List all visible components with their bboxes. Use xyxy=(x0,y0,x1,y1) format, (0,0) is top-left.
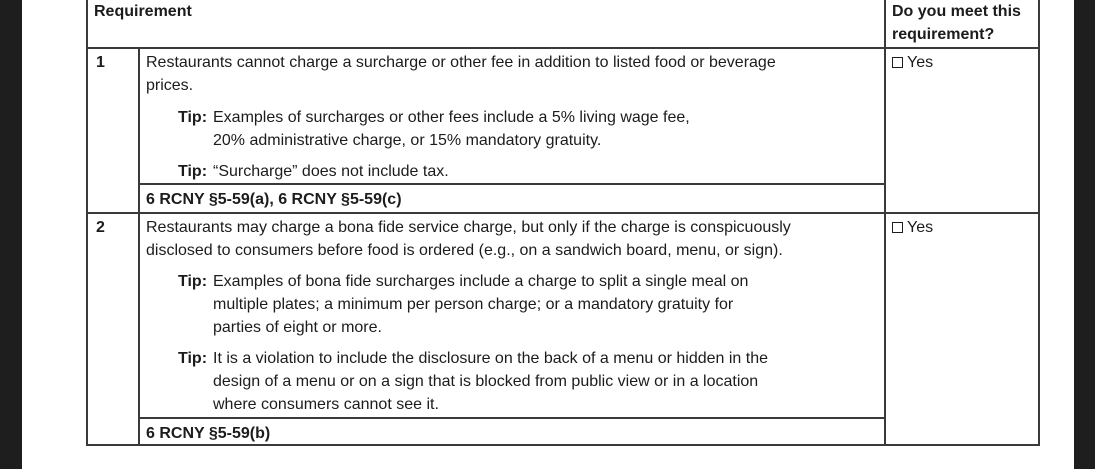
row-2-citation: 6 RCNY §5-59(b) xyxy=(146,425,271,442)
row-2-tip-2-line1: It is a violation to include the disclosure on the back of a menu or hidden in the xyxy=(213,350,769,367)
meet-requirement-header-line2: requirement? xyxy=(892,26,995,43)
row-2-answer[interactable] xyxy=(892,216,933,239)
row-1-citation-divider xyxy=(138,183,884,185)
row-1-tip-2-line1: “Surcharge” does not include tax. xyxy=(213,163,449,180)
requirements-table xyxy=(86,0,1040,446)
number-column-divider xyxy=(138,47,140,444)
row-2-tip-1-line1: Examples of bona fide surcharges include a charge to split a single meal on xyxy=(213,273,749,290)
row-2-number: 2 xyxy=(96,219,105,236)
row-2-yes-label: Yes xyxy=(907,219,934,236)
row-1-text-line2: prices. xyxy=(146,77,194,94)
row-2-tip-2-line2: design of a menu or on a sign that is blocked from public view or in a location xyxy=(213,373,759,390)
answer-column-divider xyxy=(884,0,886,444)
row-2-tip-2-line3: where consumers cannot see it. xyxy=(213,396,439,413)
right-dark-edge xyxy=(1074,0,1095,469)
row-2-yes-checkbox-icon[interactable] xyxy=(892,222,903,233)
row-2-tip-1-line2: multiple plates; a minimum per person charge; or a mandatory gratuity for xyxy=(213,296,734,313)
row-1-tip-1-line1: Examples of surcharges or other fees include a 5% living wage fee, xyxy=(213,109,690,126)
row-1-tip-1-label: Tip: xyxy=(178,109,208,126)
row-1-yes-checkbox-icon[interactable] xyxy=(892,57,903,68)
header-row-divider xyxy=(88,47,1038,49)
requirement-header: Requirement xyxy=(94,3,192,20)
row-2-tip-1-line3: parties of eight or more. xyxy=(213,319,382,336)
left-dark-edge xyxy=(0,0,22,469)
row-1-text-line1: Restaurants cannot charge a surcharge or other fee in addition to listed food or beverage xyxy=(146,54,776,71)
row-1-divider xyxy=(88,212,1038,214)
row-2-text-line1: Restaurants may charge a bona fide service charge, but only if the charge is conspicuously xyxy=(146,219,791,236)
meet-requirement-header-line1: Do you meet this xyxy=(892,3,1021,20)
row-1-tip-2-label: Tip: xyxy=(178,163,208,180)
row-2-tip-2-label: Tip: xyxy=(178,350,208,367)
row-1-citation: 6 RCNY §5-59(a), 6 RCNY §5-59(c) xyxy=(146,191,402,208)
row-1-yes-label: Yes xyxy=(907,54,934,71)
row-1-answer[interactable] xyxy=(892,51,933,74)
row-1-tip-1-line2: 20% administrative charge, or 15% mandatory gratuity. xyxy=(213,132,602,149)
row-2-tip-1-label: Tip: xyxy=(178,273,208,290)
row-2-text-line2: disclosed to consumers before food is ordered (e.g., on a sandwich board, menu, or sign). xyxy=(146,242,783,259)
row-1-number: 1 xyxy=(96,54,105,71)
row-2-citation-divider xyxy=(138,417,884,419)
